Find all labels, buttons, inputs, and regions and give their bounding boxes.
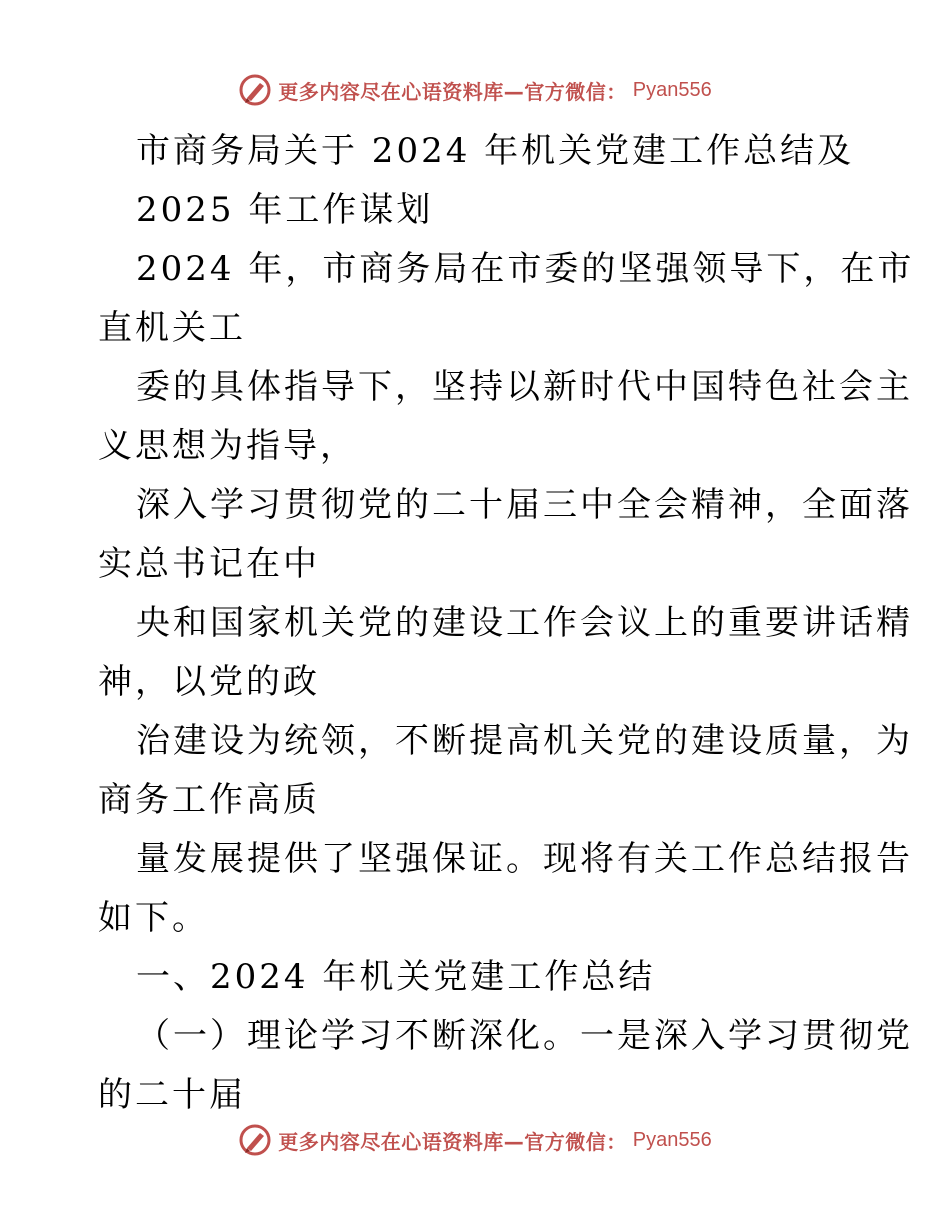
- text-line: 央和国家机关党的建设工作会议上的重要讲话精: [136, 603, 913, 643]
- text-line: 委的具体指导下，坚持以新时代中国特色社会主: [136, 367, 913, 407]
- text-line: 治建设为统领，不断提高机关党的建设质量，为: [136, 721, 913, 761]
- text-line: 市商务局关于 2024 年机关党建工作总结及: [136, 131, 855, 171]
- text-line: 直机关工: [98, 308, 246, 348]
- text-line: 如下。: [98, 898, 209, 938]
- text-line: 义思想为指导，: [98, 426, 357, 466]
- pen-circle-logo-icon: [238, 73, 272, 107]
- text-line: 2024 年，市商务局在市委的坚强领导下，在市: [136, 249, 915, 289]
- document-body: [98, 122, 915, 1125]
- section-heading: 一、2024 年机关党建工作总结: [136, 957, 656, 997]
- text-line: 神，以党的政: [98, 662, 320, 702]
- watermark-footer: [0, 1120, 950, 1160]
- text-line: 商务工作高质: [98, 780, 320, 820]
- text-line: 量发展提供了坚强保证。现将有关工作总结报告: [136, 839, 913, 879]
- text-line: 的二十届: [98, 1075, 246, 1115]
- text-line: （一）理论学习不断深化。一是深入学习贯彻党: [136, 1016, 913, 1056]
- text-line: 深入学习贯彻党的二十届三中全会精神，全面落: [136, 485, 913, 525]
- watermark-text: 更多内容尽在心语资料库—官方微信：: [278, 79, 627, 104]
- pen-circle-logo-icon: [238, 1123, 272, 1157]
- watermark-header: [0, 70, 950, 110]
- text-line: 2025 年工作谋划: [136, 190, 434, 230]
- watermark-wechat-id: Pyan556: [632, 1128, 712, 1151]
- watermark-text: 更多内容尽在心语资料库—官方微信：: [278, 1129, 627, 1154]
- text-line: 实总书记在中: [98, 544, 320, 584]
- watermark-wechat-id: Pyan556: [632, 78, 712, 101]
